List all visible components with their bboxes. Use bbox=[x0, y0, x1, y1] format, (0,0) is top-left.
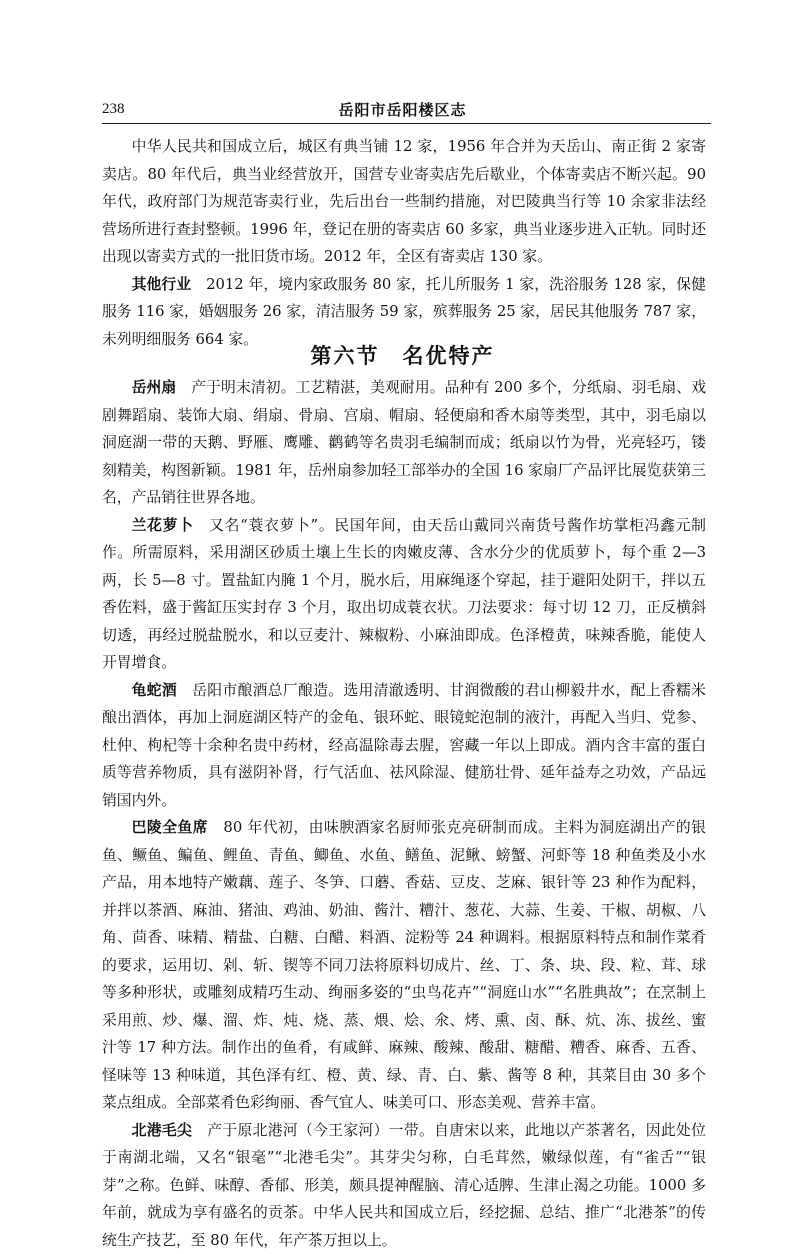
section-title: 第六节 名优特产 bbox=[0, 340, 805, 370]
paragraph-text: 80 年代初，由味腴酒家名厨师张克亮研制而成。主料为洞庭湖出产的银鱼、鳜鱼、鳊鱼、鲤鱼、青鱼、鲫鱼、水鱼、鳝鱼、泥鳅、螃蟹、河虾等 18 种鱼类及小水产品，用本地特产嫩藕、莲子、冬笋、口蘑、香菇、豆皮、芝麻、银针等 23 种作为配料，并拌以茶酒、麻油、猪油、鸡油、奶油、酱汁、糟汁、葱花、大蒜、生姜、干椒、胡椒、八角、茴香、味精、精盐、白糖、白醋、料酒、淀粉等 24 种调料。根据原料特点和制作菜肴的要求，运用切、剁、斩、锲等不同刀法将原料切成片、丝、丁、条、块、段、粒、茸、球等多种形状，或雕刻成精巧生动、绚丽多姿的“虫鸟花卉”“洞庭山水”“名胜典故”；在烹制上采用煎、炒、爆、溜、炸、炖、烧、蒸、煨、烩、氽、烤、熏、卤、酥、炕、冻、拔丝、蜜汁等 17 种方法。制作出的鱼肴，有咸鲜、麻辣、酸辣、酸甜、糖醋、糟香、麻香、五香、怪味等 13 种味道，其色泽有红、橙、黄、绿、青、白、紫、酱等 8 种，其菜目由 30 多个菜点组成。全部菜肴色彩绚丽、香气宜人、味美可口、形态美观、营养丰富。 bbox=[102, 819, 706, 1111]
paragraph-term: 北港毛尖 bbox=[132, 1122, 193, 1139]
paragraph-term: 其他行业 bbox=[132, 276, 192, 293]
paragraph-term: 龟蛇酒 bbox=[132, 682, 177, 699]
intro-text bbox=[102, 133, 706, 353]
paragraph-text: 岳阳市酿酒总厂酿造。选用清澈透明、甘润微酸的君山柳毅井水，配上香糯米酿出酒体，再加上洞庭湖区特产的金龟、银环蛇、眼镜蛇泡制的液汁，再配入当归、党参、杜仲、枸杞等十余种名贵中药材，经高温除毒去腥，窖藏一年以上即成。酒内含丰富的蛋白质等营养物质，具有滋阴补肾，行气活血、祛风除湿、健筋壮骨、延年益寿之功效，产品远销国内外。 bbox=[102, 682, 706, 809]
paragraph-term: 巴陵全鱼席 bbox=[132, 819, 209, 836]
paragraph-term: 兰花萝卜 bbox=[132, 517, 194, 534]
paragraph-turtle-snake-wine bbox=[102, 677, 706, 815]
paragraph-yuezhou-fan bbox=[102, 374, 706, 512]
paragraph-baling-fish-banquet bbox=[102, 814, 706, 1117]
paragraph-text: 产于原北港河（今王家河）一带。自唐宋以来，此地以产茶著名，因此处位于南湖北端，又名“银毫”“北港毛尖”。其芽尖匀称，白毛茸然，嫩绿似莲，有“雀舌”“银芽”之称。色鲜、味醇、香郁、形美，颇具提神醒脑、清心适脾、生津止渴之功能。1000 多年前，就成为享有盛名的贡茶。中华人民共和国成立后，经挖掘、总结、推广“北港茶”的传统生产技艺，至 80 年代，年产茶万担以上。 bbox=[102, 1122, 706, 1249]
paragraph-pawn-trade bbox=[102, 133, 706, 271]
paragraph-orchid-radish bbox=[102, 512, 706, 677]
paragraph-text: 产于明末清初。工艺精湛，美观耐用。品种有 200 多个，分纸扇、羽毛扇、戏剧舞蹈扇、装饰大扇、绢扇、骨扇、宫扇、帽扇、轻便扇和香木扇等类型，其中，羽毛扇以洞庭湖一带的天鹅、野雁、鹰雕、鹳鹤等名贵羽毛编制而成；纸扇以竹为骨，光亮轻巧，镂刻精美，构图新颖。1981 年，岳州扇参加轻工部举办的全国 16 家扇厂产品评比展览获第三名，产品销往世界各地。 bbox=[102, 379, 706, 506]
paragraph-text: 又名“蓑衣萝卜”。民国年间，由天岳山戴同兴南货号酱作坊掌柜冯鑫元制作。所需原料，采用湖区砂质土壤上生长的肉嫩皮薄、含水分少的优质萝卜，每个重 2—3 两，长 5—8 寸。置盐缸内腌 1 个月，脱水后，用麻绳逐个穿起，挂于避阳处阴干，拌以五香佐料，盛于酱缸压实封存 3 个月，取出切成蓑衣状。刀法要求：每寸切 12 刀，正反横斜切透，再经过脱盐脱水，和以豆麦汁、辣椒粉、小麻油即成。色泽橙黄，味辣香脆，能使人开胃增食。 bbox=[102, 517, 706, 672]
running-head-title: 岳阳市岳阳楼区志 bbox=[0, 99, 805, 120]
paragraph-beigang-maojian bbox=[102, 1117, 706, 1254]
page-number: 238 bbox=[102, 101, 125, 118]
section-body bbox=[102, 374, 706, 1254]
paragraph-text: 2012 年，境内家政服务 80 家，托儿所服务 1 家，洗浴服务 128 家，保健服务 116 家，婚姻服务 26 家，清洁服务 59 家，殡葬服务 25 家，居民其他服务 787 家，未列明细服务 664 家。 bbox=[102, 276, 706, 348]
header-rule bbox=[102, 123, 711, 124]
paragraph-text: 中华人民共和国成立后，城区有典当铺 12 家，1956 年合并为天岳山、南正街 2 家寄卖店。80 年代后，典当业经营放开，国营专业寄卖店先后歇业，个体寄卖店不断兴起。90 年代，政府部门为规范寄卖行业，先后出台一些制约措施，对巴陵典当行等 10 余家非法经营场所进行查封整顿。1996 年，登记在册的寄卖店 60 多家，典当业逐步进入正轨。同时还出现以寄卖方式的一批旧货市场。2012 年，全区有寄卖店 130 家。 bbox=[102, 138, 706, 265]
paragraph-term: 岳州扇 bbox=[132, 379, 177, 396]
